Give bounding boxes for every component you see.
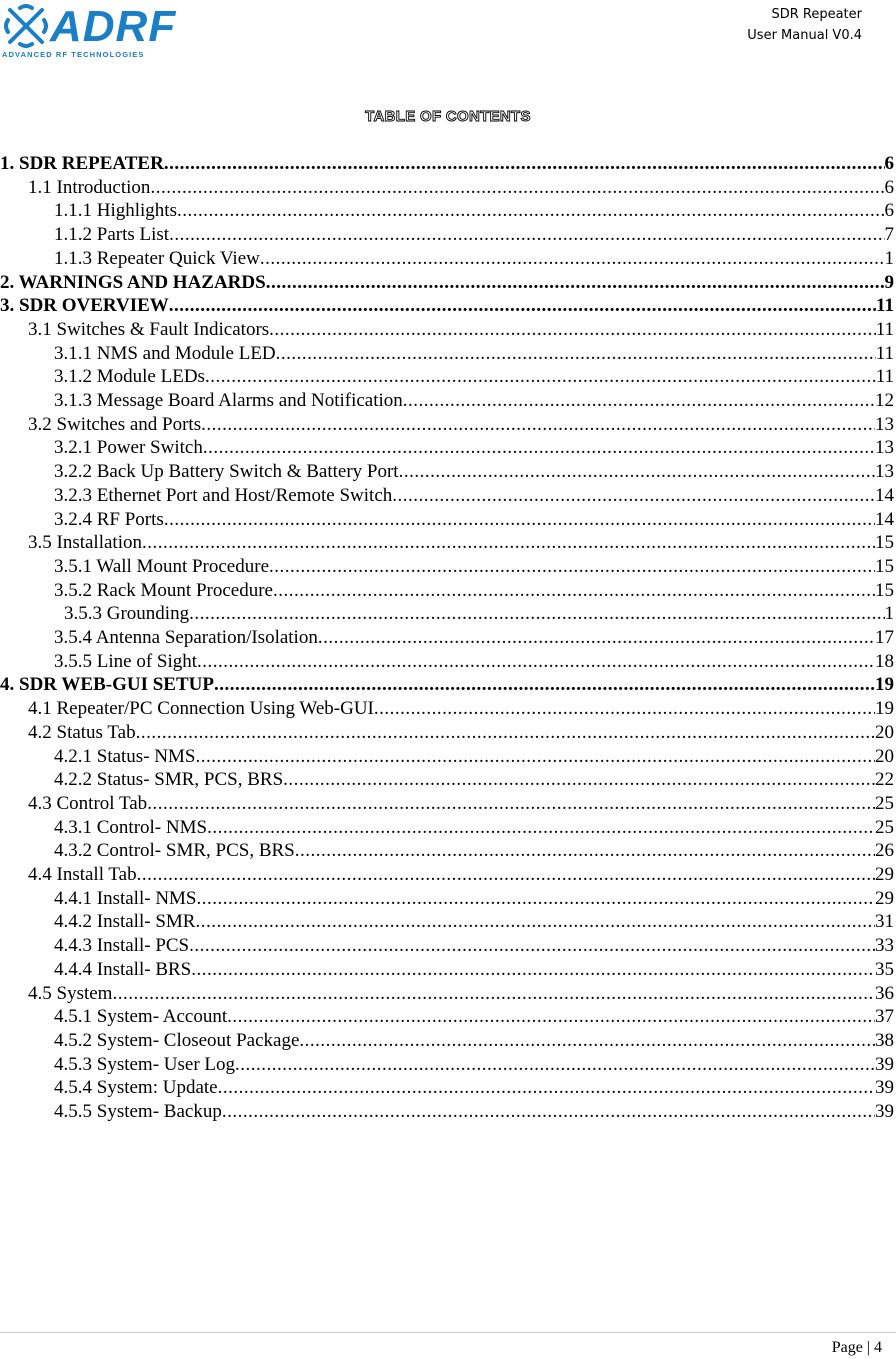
toc-entry-page: 33 — [875, 935, 894, 956]
toc-entry-page: 12 — [875, 390, 894, 411]
toc-entry-page: 19 — [875, 698, 894, 719]
toc-entry-page: 22 — [875, 769, 894, 790]
toc-entry-page: 9 — [884, 272, 894, 293]
toc-entry-page: 14 — [875, 509, 894, 530]
toc-entry-page: 15 — [875, 532, 894, 553]
toc-entry[interactable] — [54, 389, 894, 413]
toc-dot-leader — [295, 839, 875, 863]
toc-entry[interactable] — [54, 365, 894, 389]
toc-entry[interactable] — [54, 1100, 894, 1124]
toc-entry-page: 13 — [875, 461, 894, 482]
toc-entry-title: 4.4 Install Tab — [28, 864, 137, 885]
toc-entry-page: 37 — [875, 1006, 894, 1027]
toc-dot-leader — [299, 1029, 875, 1053]
toc-entry-page: 29 — [875, 864, 894, 885]
toc-entry[interactable] — [54, 1076, 894, 1100]
toc-dot-leader — [150, 176, 884, 200]
toc-entry-page: 29 — [875, 888, 894, 909]
page-number: Page | 4 — [831, 1339, 882, 1356]
toc-entry-page: 11 — [875, 343, 894, 364]
toc-entry[interactable] — [54, 934, 894, 958]
toc-dot-leader — [273, 579, 875, 603]
toc-entry-title: 3.5.5 Line of Sight — [54, 651, 198, 672]
toc-dot-leader — [191, 958, 875, 982]
logo-wordmark: ADRF — [50, 2, 177, 51]
document-meta — [747, 4, 862, 46]
toc-entry[interactable] — [28, 863, 894, 887]
toc-dot-leader — [227, 1005, 875, 1029]
toc-entry[interactable] — [54, 555, 894, 579]
toc-entry-title: 4.1 Repeater/PC Connection Using Web-GUI — [28, 698, 374, 719]
toc-dot-leader — [136, 721, 875, 745]
toc-entry-page: 39 — [875, 1101, 894, 1122]
toc-entry-page: 1 — [884, 603, 894, 624]
toc-entry-title: 4.4.2 Install- SMR — [54, 911, 196, 932]
toc-entry-title: 1.1 Introduction — [28, 177, 151, 198]
toc-dot-leader — [164, 152, 885, 176]
toc-entry-title: 3.5 Installation — [28, 532, 142, 553]
toc-dot-leader — [269, 555, 875, 579]
toc-entry[interactable] — [28, 413, 894, 437]
toc-entry-title: 4.3.1 Control- NMS — [54, 817, 208, 838]
toc-entry-page: 13 — [875, 437, 894, 458]
toc-dot-leader — [203, 436, 875, 460]
toc-entry[interactable] — [28, 531, 894, 555]
toc-entry-page: 7 — [884, 224, 894, 245]
toc-entry-page: 6 — [884, 153, 894, 174]
page-header — [0, 0, 896, 70]
toc-dot-leader — [276, 342, 876, 366]
toc-entry[interactable] — [54, 508, 894, 532]
toc-entry-title: 4.5.4 System: Update — [54, 1077, 218, 1098]
toc-entry[interactable] — [54, 839, 894, 863]
toc-entry-title: 2. WARNINGS AND HAZARDS — [0, 272, 266, 293]
toc-dot-leader — [218, 1076, 875, 1100]
toc-entry-title: 4.5.3 System- User Log — [54, 1054, 236, 1075]
toc-entry-title: 1.1.1 Highlights — [54, 200, 177, 221]
toc-entry-title: 4.3.2 Control- SMR, PCS, BRS — [54, 840, 295, 861]
toc-dot-leader — [201, 413, 875, 437]
toc-entry[interactable] — [0, 294, 894, 318]
toc-entry-page: 35 — [875, 959, 894, 980]
toc-dot-leader — [403, 389, 875, 413]
toc-dot-leader — [399, 460, 875, 484]
toc-entry-page: 13 — [875, 414, 894, 435]
toc-entry-title: 3.2.4 RF Ports — [54, 509, 164, 530]
toc-entry-page: 25 — [875, 793, 894, 814]
toc-dot-leader — [318, 626, 875, 650]
toc-entry[interactable] — [0, 673, 894, 697]
toc-entry[interactable] — [54, 247, 894, 271]
toc-entry-page: 14 — [875, 485, 894, 506]
toc-entry-title: 3.1.3 Message Board Alarms and Notification — [54, 390, 403, 411]
toc-entry-page: 36 — [875, 983, 894, 1004]
toc-entry-title: 4.5 System — [28, 983, 113, 1004]
toc-entry-title: 4. SDR WEB-GUI SETUP — [0, 674, 214, 695]
toc-entry[interactable] — [0, 152, 894, 176]
toc-entry[interactable] — [54, 745, 894, 769]
toc-entry-title: 4.3 Control Tab — [28, 793, 148, 814]
toc-entry[interactable] — [54, 460, 894, 484]
toc-dot-leader — [177, 199, 885, 223]
toc-entry-page: 18 — [875, 651, 894, 672]
toc-entry[interactable] — [64, 602, 894, 626]
toc-dot-leader — [195, 745, 875, 769]
toc-entry-title: 1.1.3 Repeater Quick View — [54, 248, 260, 269]
toc-entry[interactable] — [54, 199, 894, 223]
toc-dot-leader — [189, 602, 884, 626]
toc-entry-page: 39 — [875, 1054, 894, 1075]
toc-entry-title: 3.2.2 Back Up Battery Switch & Battery Port — [54, 461, 399, 482]
toc-dot-leader — [169, 294, 876, 318]
toc-entry-title: 3.5.4 Antenna Separation/Isolation — [54, 627, 318, 648]
toc-entry-title: 3.5.2 Rack Mount Procedure — [54, 580, 273, 601]
toc-entry-page: 17 — [875, 627, 894, 648]
toc-entry-page: 6 — [884, 177, 894, 198]
toc-entry-page: 1 — [884, 248, 894, 269]
toc-entry-title: 4.2 Status Tab — [28, 722, 136, 743]
toc-dot-leader — [392, 484, 875, 508]
toc-dot-leader — [169, 223, 884, 247]
toc-entry-title: 1.1.2 Parts List — [54, 224, 170, 245]
toc-entry-title: 3. SDR OVERVIEW — [0, 295, 169, 316]
document-title: SDR Repeater — [771, 7, 862, 22]
toc-entry[interactable] — [54, 436, 894, 460]
toc-entry-title: 3.1.1 NMS and Module LED — [54, 343, 276, 364]
toc-entry[interactable] — [54, 223, 894, 247]
toc-entry-page: 39 — [875, 1077, 894, 1098]
toc-entry-page: 15 — [875, 580, 894, 601]
toc-entry-title: 3.1.2 Module LEDs — [54, 366, 205, 387]
toc-entry[interactable] — [0, 271, 894, 295]
toc-entry-page: 6 — [884, 200, 894, 221]
toc-entry[interactable] — [54, 910, 894, 934]
toc-dot-leader — [164, 508, 875, 532]
logo-emblem-icon — [2, 2, 50, 50]
toc-dot-leader — [189, 934, 875, 958]
toc-dot-leader — [197, 887, 876, 911]
toc-entry-page: 11 — [876, 295, 894, 316]
toc-entry-page: 25 — [875, 817, 894, 838]
toc-entry[interactable] — [54, 1029, 894, 1053]
toc-entry-title: 3.2.3 Ethernet Port and Host/Remote Switch — [54, 485, 393, 506]
toc-dot-leader — [147, 792, 875, 816]
toc-dot-leader — [235, 1053, 875, 1077]
toc-entry[interactable] — [54, 958, 894, 982]
toc-dot-leader — [137, 863, 875, 887]
toc-entry[interactable] — [54, 579, 894, 603]
toc-entry-title: 3.5.1 Wall Mount Procedure — [54, 556, 270, 577]
toc-entry-title: 3.2.1 Power Switch — [54, 437, 203, 458]
toc-entry-title: 4.5.5 System- Backup — [54, 1101, 222, 1122]
toc-entry-title: 4.2.1 Status- NMS — [54, 746, 196, 767]
toc-entry-title: 4.5.1 System- Account — [54, 1006, 228, 1027]
toc-dot-leader — [283, 768, 875, 792]
toc-entry-page: 11 — [875, 319, 894, 340]
toc-entry[interactable] — [28, 176, 894, 200]
toc-dot-leader — [222, 1100, 875, 1124]
toc-dot-leader — [374, 697, 875, 721]
toc-entry[interactable] — [54, 650, 894, 674]
toc-entry[interactable] — [54, 484, 894, 508]
toc-dot-leader — [195, 910, 875, 934]
toc-entry-title: 4.4.4 Install- BRS — [54, 959, 192, 980]
toc-heading: TABLE OF CONTENTS — [365, 108, 531, 125]
toc-entry-page: 20 — [875, 746, 894, 767]
toc-entry-title: 3.1 Switches & Fault Indicators — [28, 319, 270, 340]
toc-dot-leader — [214, 673, 875, 697]
toc-dot-leader — [266, 271, 885, 295]
toc-entry-title: 3.5.3 Grounding — [64, 603, 190, 624]
toc-entry[interactable] — [28, 318, 894, 342]
toc-entry-page: 19 — [875, 674, 894, 695]
document-version: User Manual V0.4 — [747, 28, 862, 43]
toc-entry-page: 26 — [875, 840, 894, 861]
toc-dot-leader — [112, 982, 875, 1006]
toc-entry-page: 31 — [875, 911, 894, 932]
toc-dot-leader — [197, 650, 875, 674]
toc-entry-title: 4.2.2 Status- SMR, PCS, BRS — [54, 769, 284, 790]
toc-entry-title: 3.2 Switches and Ports — [28, 414, 202, 435]
toc-entry[interactable] — [54, 816, 894, 840]
toc-entry[interactable] — [54, 768, 894, 792]
toc-entry[interactable] — [28, 982, 894, 1006]
toc-entry-title: 1. SDR REPEATER — [0, 153, 164, 174]
toc-entry-title: 4.4.3 Install- PCS — [54, 935, 190, 956]
toc-entry[interactable] — [28, 697, 894, 721]
toc-entry-page: 11 — [875, 366, 894, 387]
toc-entry[interactable] — [54, 1053, 894, 1077]
toc-dot-leader — [207, 816, 875, 840]
toc-entry[interactable] — [54, 887, 894, 911]
footer-divider — [0, 1332, 896, 1333]
logo-tagline: ADVANCED RF TECHNOLOGIES — [2, 50, 145, 59]
toc-dot-leader — [269, 318, 876, 342]
toc-dot-leader — [205, 365, 876, 389]
toc-dot-leader — [142, 531, 875, 555]
toc-entry-title: 4.4.1 Install- NMS — [54, 888, 197, 909]
toc-entry[interactable] — [28, 792, 894, 816]
toc-entry-page: 38 — [875, 1030, 894, 1051]
toc-entry-page: 20 — [875, 722, 894, 743]
toc-entry[interactable] — [54, 342, 894, 366]
toc-entry[interactable] — [28, 721, 894, 745]
toc-entry-title: 4.5.2 System- Closeout Package — [54, 1030, 300, 1051]
toc-entry-page: 15 — [875, 556, 894, 577]
toc-entry[interactable] — [54, 626, 894, 650]
company-logo — [0, 0, 175, 64]
toc-dot-leader — [260, 247, 885, 271]
toc-entry[interactable] — [54, 1005, 894, 1029]
